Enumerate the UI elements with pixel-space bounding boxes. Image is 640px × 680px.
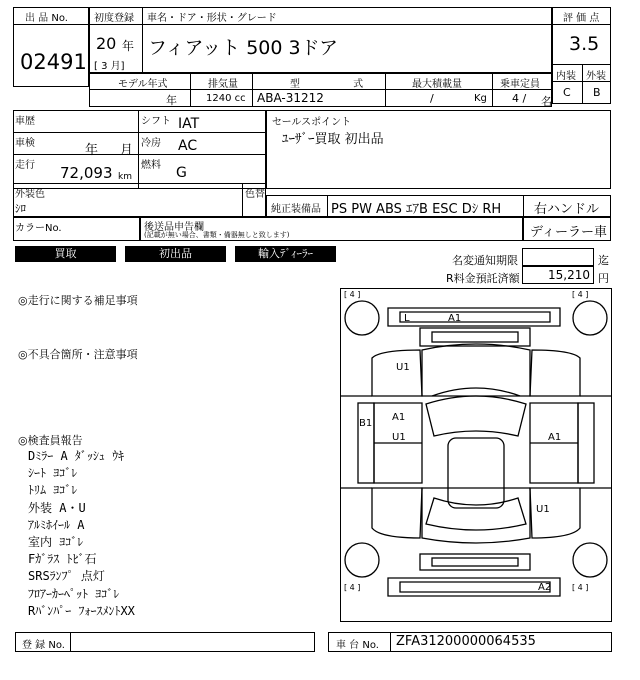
- mark-left-door-u1: U1: [392, 432, 406, 443]
- lot-number-label: 出 品 No.: [25, 13, 68, 24]
- color-row: [13, 183, 266, 217]
- first-registration-month: [ 3 月]: [94, 61, 125, 72]
- recycle-fee-value: 15,210: [548, 268, 590, 282]
- car-name-label: 車名・ドア・形状・グレード: [147, 13, 277, 24]
- exterior-grade: B: [593, 86, 601, 99]
- mark-rear-bumper-a2: A2: [538, 582, 552, 593]
- capacity-unit: 名: [541, 95, 552, 108]
- mark-rear-fender-u1: U1: [536, 504, 550, 515]
- shift-label: シフト: [141, 116, 171, 127]
- inspection-month-unit: 月: [120, 143, 134, 158]
- capacity-label: 乗車定員: [500, 79, 540, 90]
- max-load-label: 最大積載量: [412, 79, 462, 90]
- fuel-value: G: [176, 165, 187, 181]
- handle-side: 右ハンドル: [534, 202, 600, 217]
- tire-tread-front-left: [ 4 ]: [344, 290, 361, 299]
- tire-tread-front-right: [ 4 ]: [572, 290, 589, 299]
- ac-value: AC: [178, 138, 198, 154]
- model-year-unit: 年: [166, 94, 177, 107]
- shift-value: IAT: [178, 116, 200, 132]
- defects-heading: ◎不具合箇所・注意事項: [18, 348, 138, 361]
- mark-front-bumper-l: L: [404, 313, 410, 324]
- inspector-report-line: ﾌﾛｱｰｶｰﾍﾟｯﾄ ﾖｺﾞﾚ: [28, 586, 120, 601]
- first-registration-label: 初度登録: [94, 13, 134, 24]
- name-change-label: 名変通知期限: [452, 254, 518, 267]
- score-label: 評 価 点: [563, 13, 600, 24]
- year-unit: 年: [122, 39, 135, 53]
- interior-label: 内装: [556, 71, 576, 82]
- inspector-report-line: ﾄﾘﾑ ﾖｺﾞﾚ: [28, 483, 78, 498]
- mark-front-fender-u1: U1: [396, 362, 410, 373]
- inspector-report-line: ｱﾙﾐﾎｲｰﾙ A: [28, 517, 85, 532]
- capacity: 4 /: [512, 92, 527, 105]
- mark-left-side-b1: B1: [359, 418, 373, 429]
- registration-number-label: 登 録 No.: [22, 640, 65, 651]
- interior-grade: C: [563, 86, 571, 99]
- recycle-fee-unit: 円: [598, 272, 609, 285]
- inspector-report-line: 室内 ﾖｺﾞﾚ: [28, 535, 84, 549]
- max-load-unit: Kg: [474, 93, 487, 104]
- sales-point: ﾕｰｻﾞｰ買取 初出品: [282, 132, 384, 147]
- mileage-label: 走行: [15, 160, 35, 171]
- tire-tread-rear-left: [ 4 ]: [344, 583, 361, 592]
- sales-point-label: セールスポイント: [272, 117, 352, 128]
- inspector-report-line: 外装 A・U: [28, 500, 86, 515]
- model-year-label: モデル年式: [118, 79, 168, 90]
- car-damage-diagram: [340, 288, 612, 622]
- inspector-report-line: Dﾐﾗｰ A ﾀﾞｯｼｭ ｳｷ: [28, 449, 125, 463]
- inspector-report-line: ｼｰﾄ ﾖｺﾞﾚ: [28, 466, 78, 481]
- repaint-label: 色替: [245, 189, 265, 200]
- inspector-report-line: Fｶﾞﾗｽ ﾄﾋﾞ石: [28, 552, 97, 567]
- fuel-label: 燃料: [141, 160, 161, 171]
- warranty-label: 後送品申告欄: [144, 222, 204, 233]
- exterior-color-label: 外装色: [15, 189, 45, 200]
- name-change-unit: 迄: [598, 254, 609, 267]
- car-name: フィアット 500 3ドア: [148, 37, 339, 59]
- mark-left-door-a1: A1: [392, 412, 406, 423]
- max-load-slash: /: [430, 92, 434, 105]
- type-label: 型 式: [290, 79, 364, 90]
- overall-score: 3.5: [569, 33, 600, 55]
- tag-buyback: 買取: [15, 246, 116, 262]
- inspection-label: 車検: [15, 138, 35, 149]
- warranty-note: (記載が無い場合、書類・備器無しと致します): [144, 231, 290, 239]
- equipment-label: 純正装備品: [271, 204, 321, 215]
- mileage-supplement-heading: ◎走行に関する補足事項: [18, 294, 138, 307]
- details-left: [13, 110, 266, 189]
- exterior-color: ｼﾛ: [15, 202, 26, 215]
- ac-label: 冷房: [141, 138, 161, 149]
- inspector-report-line: Rﾊﾞﾝﾊﾟｰ ﾌｫｰｽﾒﾝﾄXX: [28, 603, 135, 618]
- recycle-fee-label: R料金預託済額: [446, 272, 520, 285]
- mileage-value: 72,093: [60, 164, 113, 182]
- tire-tread-rear-right: [ 4 ]: [572, 583, 589, 592]
- dealer-type: ディーラー車: [530, 225, 607, 240]
- mark-front-bumper-a1: A1: [448, 313, 462, 324]
- inspector-report-line: SRSﾗﾝﾌﾟ 点灯: [28, 569, 105, 584]
- tag-import-dealer: 輸入ﾃﾞｨｰﾗｰ: [235, 246, 336, 262]
- inspection-year-unit: 年: [85, 143, 99, 158]
- history-label: 車歴: [15, 116, 35, 127]
- chassis-number-label: 車 台 No.: [336, 640, 379, 651]
- lot-number: 02491: [20, 50, 87, 74]
- first-registration-year: 20: [96, 34, 117, 53]
- displacement-label: 排気量: [208, 79, 238, 90]
- name-change-box: [522, 248, 594, 266]
- model-type: ABA-31212: [257, 91, 324, 105]
- mark-right-side-a1: A1: [548, 432, 562, 443]
- inspector-report-heading: ◎検査員報告: [18, 434, 83, 447]
- mileage-unit: km: [118, 172, 132, 182]
- equipment-list: PS PW ABS ｴｱB ESC Dｼ RH: [331, 202, 502, 217]
- chassis-number: ZFA31200000064535: [396, 634, 536, 649]
- color-number-label: カラーNo.: [15, 223, 62, 234]
- displacement: 1240 cc: [206, 93, 246, 104]
- tag-first-listing: 初出品: [125, 246, 226, 262]
- exterior-label: 外装: [586, 71, 606, 82]
